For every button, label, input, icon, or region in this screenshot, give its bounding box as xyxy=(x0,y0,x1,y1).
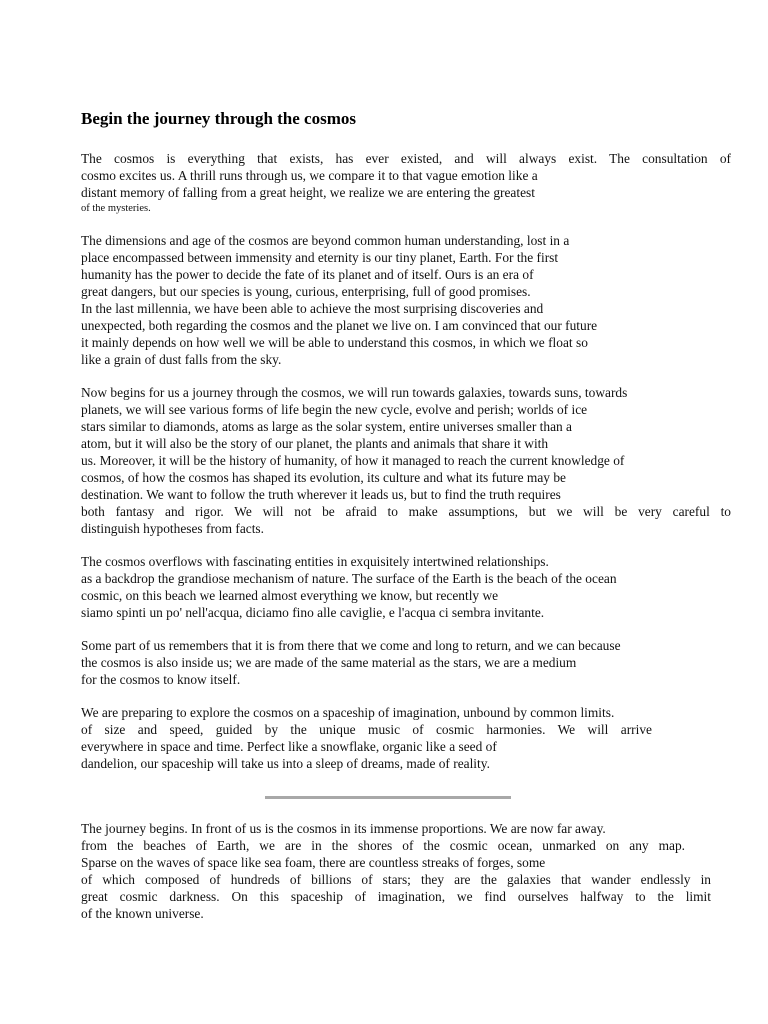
paragraph xyxy=(81,820,731,922)
text-line: it mainly depends on how well we will be able to understand this cosmos, in which we float so xyxy=(81,335,588,350)
text-line: of the known universe. xyxy=(81,906,204,921)
text-line: The dimensions and age of the cosmos are beyond common human understanding, lost in a xyxy=(81,233,570,248)
paragraph xyxy=(81,553,731,621)
text-line: dandelion, our spaceship will take us into a sleep of dreams, made of reality. xyxy=(81,756,490,771)
text-line: from the beaches of Earth, we are in the shores of the cosmic ocean, unmarked on any map. xyxy=(81,838,685,853)
paragraph xyxy=(81,232,731,368)
text-line: great cosmic darkness. On this spaceship of imagination, we find ourselves halfway to the limit xyxy=(81,889,711,904)
text-line: atom, but it will also be the story of our planet, the plants and animals that share it with xyxy=(81,436,549,451)
text-line: for the cosmos to know itself. xyxy=(81,672,241,687)
text-line: The journey begins. In front of us is the cosmos in its immense proportions. We are now far away. xyxy=(81,821,606,836)
text-line: cosmos, of how the cosmos has shaped its evolution, its culture and what its future may be xyxy=(81,470,566,485)
text-line: unexpected, both regarding the cosmos and the planet we live on. I am convinced that our future xyxy=(81,318,598,333)
text-line: Now begins for us a journey through the cosmos, we will run towards galaxies, towards suns, towards xyxy=(81,385,628,400)
closing-paragraph-container xyxy=(81,820,731,922)
text-line: the cosmos is also inside us; we are made of the same material as the stars, we are a medium xyxy=(81,655,577,670)
text-line: cosmo excites us. A thrill runs through us, we compare it to that vague emotion like a xyxy=(81,168,538,183)
text-line: us. Moreover, it will be the history of humanity, of how it managed to reach the current knowledge of xyxy=(81,453,625,468)
text-line: stars similar to diamonds, atoms as large as the solar system, entire universes smaller than a xyxy=(81,419,573,434)
paragraph xyxy=(81,150,731,216)
text-line: Some part of us remembers that it is from there that we come and long to return, and we can because xyxy=(81,638,621,653)
text-line: cosmic, on this beach we learned almost everything we know, but recently we xyxy=(81,588,499,603)
text-line: planets, we will see various forms of life begin the new cycle, evolve and perish; worlds of ice xyxy=(81,402,588,417)
text-line: We are preparing to explore the cosmos on a spaceship of imagination, unbound by common limits. xyxy=(81,705,615,720)
text-line: destination. We want to follow the truth wherever it leads us, but to find the truth requires xyxy=(81,487,561,502)
text-line: great dangers, but our species is young, curious, enterprising, full of good promises. xyxy=(81,284,531,299)
paragraph xyxy=(81,637,731,688)
text-line: as a backdrop the grandiose mechanism of nature. The surface of the Earth is the beach of the ocean xyxy=(81,571,617,586)
document-page xyxy=(81,108,731,938)
text-line: everywhere in space and time. Perfect like a snowflake, organic like a seed of xyxy=(81,739,497,754)
text-line: The cosmos overflows with fascinating entities in exquisitely intertwined relationships. xyxy=(81,554,549,569)
text-line: like a grain of dust falls from the sky. xyxy=(81,352,282,367)
text-line: In the last millennia, we have been able to achieve the most surprising discoveries and xyxy=(81,301,544,316)
paragraph xyxy=(81,704,731,772)
text-line: siamo spinti un po' nell'acqua, diciamo fino alle caviglie, e l'acqua ci sembra invitante. xyxy=(81,605,545,620)
document-title: Begin the journey through the cosmos xyxy=(81,109,356,128)
paragraph xyxy=(81,384,731,537)
text-line: place encompassed between immensity and eternity is our tiny planet, Earth. For the first xyxy=(81,250,559,265)
text-line: distant memory of falling from a great height, we realize we are entering the greatest xyxy=(81,185,535,200)
text-line: distinguish hypotheses from facts. xyxy=(81,521,264,536)
text-line: both fantasy and rigor. We will not be afraid to make assumptions, but we will be very careful to xyxy=(81,504,731,519)
text-line: humanity has the power to decide the fate of its planet and of itself. Ours is an era of xyxy=(81,267,534,282)
body-paragraphs xyxy=(81,150,731,772)
text-line: The cosmos is everything that exists, has ever existed, and will always exist. The consultation of xyxy=(81,151,731,166)
text-line: Sparse on the waves of space like sea foam, there are countless streaks of forges, some xyxy=(81,855,546,870)
horizontal-rule xyxy=(265,796,511,799)
text-line: of size and speed, guided by the unique music of cosmic harmonies. We will arrive xyxy=(81,722,652,737)
text-line: of which composed of hundreds of billions of stars; they are the galaxies that wander endlessly in xyxy=(81,872,711,887)
text-line: of the mysteries. xyxy=(81,203,151,214)
